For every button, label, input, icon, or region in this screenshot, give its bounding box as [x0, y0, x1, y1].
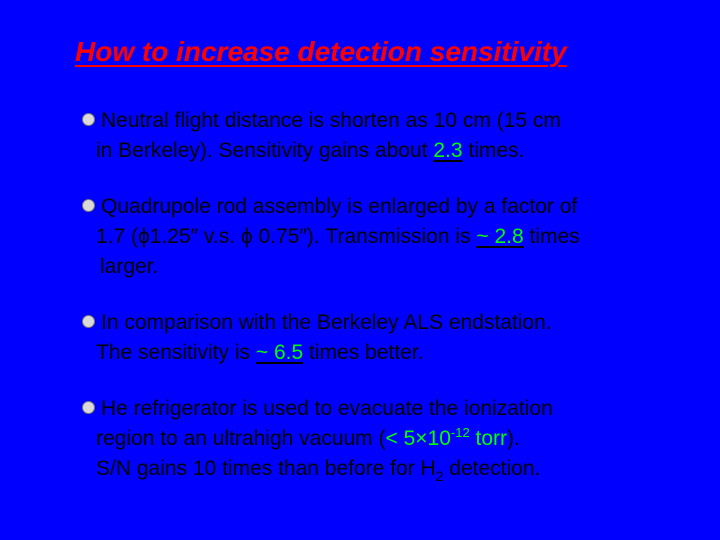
- page-title: How to increase detection sensitivity: [75, 36, 567, 67]
- bullet-line: [82, 136, 720, 166]
- bullet-text: ).: [507, 427, 520, 450]
- exponent: -12: [450, 425, 470, 440]
- bullet-text: In comparison with the Berkeley ALS endstation.: [101, 311, 552, 334]
- bullet-dot-icon: [82, 113, 95, 126]
- bullet-text: times: [523, 225, 580, 248]
- vacuum-value: < 5×10: [385, 427, 451, 450]
- bullet-item-1: [82, 106, 720, 166]
- highlight-value: [386, 427, 508, 450]
- bullet-item-4: [82, 394, 720, 484]
- bullet-dot-icon: [82, 199, 95, 212]
- highlight-value: ~ 2.8: [476, 225, 524, 248]
- bullet-text: The sensitivity is: [96, 341, 256, 364]
- subscript: 2: [435, 468, 444, 484]
- bullet-line: [82, 192, 720, 222]
- bullet-text: He refrigerator is used to evacuate the ionization: [101, 397, 553, 420]
- bullet-line: [82, 454, 720, 484]
- bullet-line: [82, 424, 720, 454]
- bullet-text: times better.: [303, 341, 424, 364]
- bullet-text: 1.7 (ϕ1.25″ v.s. ϕ 0.75″). Transmission is: [96, 225, 477, 248]
- bullet-line: larger.: [100, 255, 159, 278]
- bullet-item-2: [82, 192, 720, 282]
- highlight-value: ~ 6.5: [255, 341, 304, 364]
- bullet-text: S/N gains 10 times than before for H: [96, 457, 436, 480]
- bullet-text: in Berkeley). Sensitivity gains about: [96, 139, 434, 162]
- bullet-dot-icon: [82, 401, 95, 414]
- bullet-item-3: [82, 308, 720, 368]
- highlight-value: 2.3: [433, 139, 463, 162]
- bullet-line: [82, 222, 720, 252]
- bullet-text: times.: [462, 139, 525, 162]
- bullet-text: detection.: [443, 457, 541, 480]
- bullet-line: [82, 308, 720, 338]
- bullet-dot-icon: [82, 315, 95, 328]
- bullet-text: region to an ultrahigh vacuum (: [96, 427, 386, 450]
- bullet-text: Neutral flight distance is shorten as 10 cm (15 cm: [101, 109, 561, 132]
- bullet-line: [82, 338, 720, 368]
- bullet-line: [82, 106, 720, 136]
- vacuum-unit: torr: [469, 427, 508, 450]
- bullet-text: Quadrupole rod assembly is enlarged by a factor of: [101, 195, 578, 218]
- bullet-line: [82, 394, 720, 424]
